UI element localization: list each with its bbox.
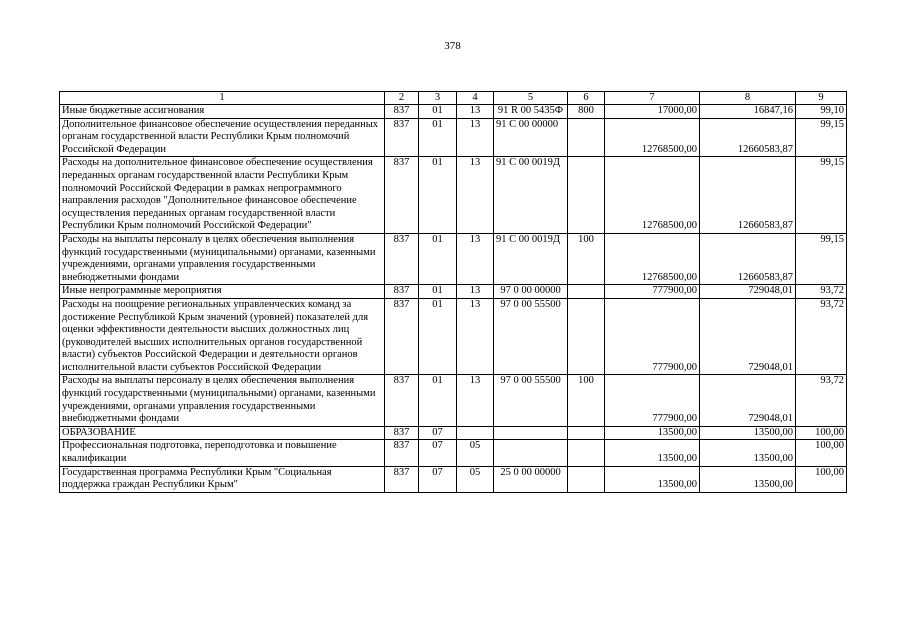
row-pr: 13: [457, 285, 494, 299]
row-rz: 01: [419, 233, 457, 284]
row-plan: 13500,00: [605, 426, 700, 440]
row-csr: 97 0 00 55500: [494, 375, 568, 426]
row-pct: 99,10: [796, 105, 847, 119]
row-csr: 91 С 00 00000: [494, 118, 568, 157]
row-fact: 729048,01: [700, 285, 796, 299]
row-plan: 13500,00: [605, 466, 700, 492]
row-rz: 01: [419, 285, 457, 299]
row-ved: 837: [385, 285, 419, 299]
row-pct: 93,72: [796, 375, 847, 426]
table-row: [60, 426, 847, 440]
row-name: ОБРАЗОВАНИЕ: [60, 426, 385, 440]
row-ved: 837: [385, 298, 419, 375]
header-cell: 9: [796, 92, 847, 105]
row-vr: 800: [568, 105, 605, 119]
header-cell: 6: [568, 92, 605, 105]
row-fact: 13500,00: [700, 466, 796, 492]
table-row: [60, 157, 847, 234]
row-csr: 97 0 00 55500: [494, 298, 568, 375]
row-fact: 16847,16: [700, 105, 796, 119]
row-pct: 93,72: [796, 298, 847, 375]
row-vr: [568, 440, 605, 466]
row-vr: 100: [568, 233, 605, 284]
row-fact: 13500,00: [700, 440, 796, 466]
budget-table: [59, 91, 847, 493]
row-pct: 99,15: [796, 118, 847, 157]
row-pct: 99,15: [796, 233, 847, 284]
row-rz: 07: [419, 466, 457, 492]
row-plan: 777900,00: [605, 298, 700, 375]
row-fact: 729048,01: [700, 298, 796, 375]
row-pct: 93,72: [796, 285, 847, 299]
table-row: [60, 375, 847, 426]
page-number: 378: [444, 40, 461, 52]
row-vr: 100: [568, 375, 605, 426]
row-name: Профессиональная подготовка, переподготовка и повышение квалификации: [60, 440, 385, 466]
row-csr: 97 0 00 00000: [494, 285, 568, 299]
row-fact: 13500,00: [700, 426, 796, 440]
row-vr: [568, 157, 605, 234]
header-cell: 4: [457, 92, 494, 105]
row-name: Государственная программа Республики Крым "Социальная поддержка граждан Республики Крым": [60, 466, 385, 492]
row-vr: [568, 118, 605, 157]
row-vr: [568, 298, 605, 375]
row-pct: 100,00: [796, 440, 847, 466]
row-csr: [494, 426, 568, 440]
row-plan: 12768500,00: [605, 157, 700, 234]
row-pr: 05: [457, 466, 494, 492]
row-fact: 12660583,87: [700, 233, 796, 284]
row-name: Дополнительное финансовое обеспечение осуществления переданных органам государственной власти Республики Крым полномочий Российской Федерации: [60, 118, 385, 157]
table-row: [60, 285, 847, 299]
table-row: [60, 298, 847, 375]
row-pct: 100,00: [796, 426, 847, 440]
row-vr: [568, 466, 605, 492]
row-name: Расходы на дополнительное финансовое обеспечение осуществления переданных органам государственной власти Республики Крым полномочий Российской Федерации в рамках непрограммного направления расходов "Дополнительное финансовое обеспечение осуществления переданных органам государственной власти Республики Крым полномочий Российской Федерации": [60, 157, 385, 234]
row-vr: [568, 285, 605, 299]
row-ved: 837: [385, 426, 419, 440]
header-cell: 1: [60, 92, 385, 105]
header-cell: 8: [700, 92, 796, 105]
row-rz: 07: [419, 440, 457, 466]
row-rz: 01: [419, 375, 457, 426]
row-rz: 01: [419, 157, 457, 234]
row-plan: 777900,00: [605, 285, 700, 299]
row-plan: 777900,00: [605, 375, 700, 426]
row-rz: 01: [419, 118, 457, 157]
row-fact: 729048,01: [700, 375, 796, 426]
table-row: [60, 466, 847, 492]
row-plan: 13500,00: [605, 440, 700, 466]
table-row: [60, 118, 847, 157]
row-name: Иные непрограммные мероприятия: [60, 285, 385, 299]
row-pct: 99,15: [796, 157, 847, 234]
row-pr: 13: [457, 298, 494, 375]
row-pr: 13: [457, 375, 494, 426]
header-row: [60, 92, 847, 105]
row-ved: 837: [385, 440, 419, 466]
row-vr: [568, 426, 605, 440]
header-cell: 2: [385, 92, 419, 105]
row-pr: 13: [457, 118, 494, 157]
row-csr: 91 R 00 5435Ф: [494, 105, 568, 119]
row-rz: 01: [419, 298, 457, 375]
row-ved: 837: [385, 118, 419, 157]
row-csr: [494, 440, 568, 466]
row-pr: 05: [457, 440, 494, 466]
row-name: Расходы на выплаты персоналу в целях обеспечения выполнения функций государственными (муниципальными) органами, казенными учреждениями, органами управления государственными внебюджетными фондами: [60, 375, 385, 426]
row-plan: 12768500,00: [605, 118, 700, 157]
row-plan: 12768500,00: [605, 233, 700, 284]
row-pr: 13: [457, 233, 494, 284]
table-row: [60, 233, 847, 284]
row-ved: 837: [385, 157, 419, 234]
row-rz: 01: [419, 105, 457, 119]
row-name: Расходы на выплаты персоналу в целях обеспечения выполнения функций государственными (муниципальными) органами, казенными учреждениями, органами управления государственными внебюджетными фондами: [60, 233, 385, 284]
row-plan: 17000,00: [605, 105, 700, 119]
row-fact: 12660583,87: [700, 157, 796, 234]
table-row: [60, 105, 847, 119]
row-csr: 91 С 00 0019Д: [494, 157, 568, 234]
row-csr: 25 0 00 00000: [494, 466, 568, 492]
row-ved: 837: [385, 233, 419, 284]
row-ved: 837: [385, 105, 419, 119]
row-pr: 13: [457, 105, 494, 119]
header-cell: 7: [605, 92, 700, 105]
header-cell: 5: [494, 92, 568, 105]
row-name: Иные бюджетные ассигнования: [60, 105, 385, 119]
row-pct: 100,00: [796, 466, 847, 492]
row-csr: 91 С 00 0019Д: [494, 233, 568, 284]
row-fact: 12660583,87: [700, 118, 796, 157]
row-ved: 837: [385, 375, 419, 426]
table-row: [60, 440, 847, 466]
row-ved: 837: [385, 466, 419, 492]
row-pr: [457, 426, 494, 440]
row-rz: 07: [419, 426, 457, 440]
row-name: Расходы на поощрение региональных управленческих команд за достижение Республикой Крым значений (уровней) показателей для оценки эффективности деятельности высших должностных лиц (руководителей высших исполнительных органов государственной власти) субъектов Российской Федерации и деятельности органов исполнительной власти субъектов Российской Федерации: [60, 298, 385, 375]
header-cell: 3: [419, 92, 457, 105]
row-pr: 13: [457, 157, 494, 234]
